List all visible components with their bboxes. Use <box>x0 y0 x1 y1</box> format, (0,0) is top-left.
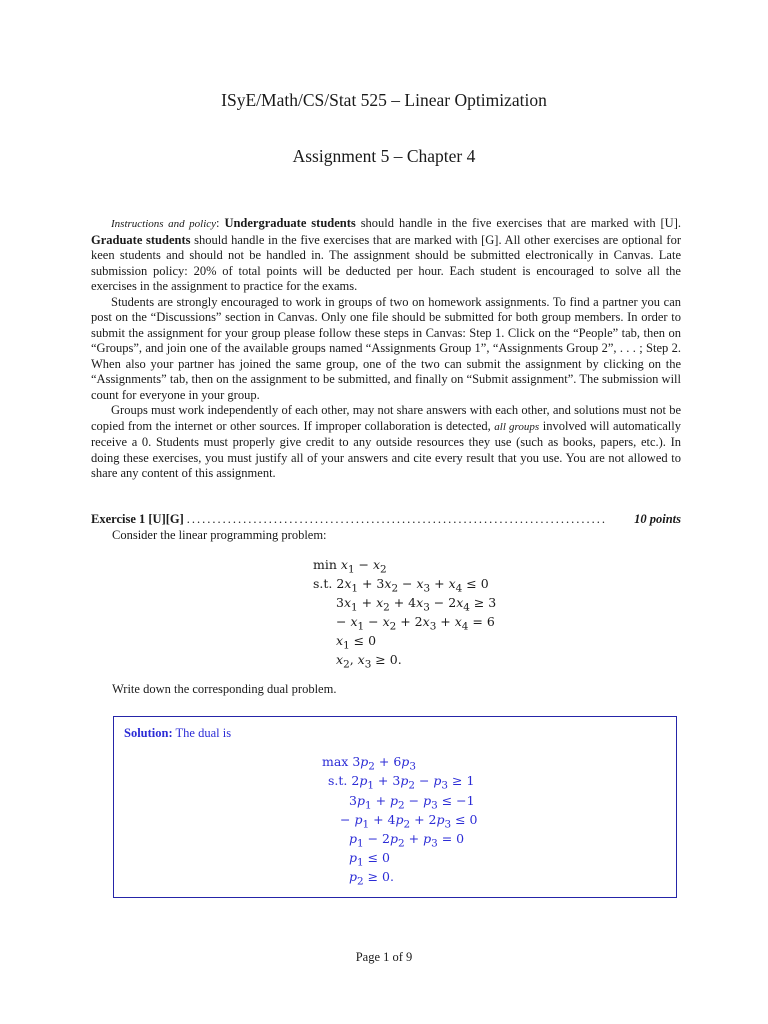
primal-constraint-4: $x_1 \le 0$ <box>336 633 377 652</box>
solution-box <box>113 716 677 898</box>
exercise-task: Write down the corresponding dual problem. <box>112 682 337 696</box>
instructions-p1-rest: should handle in the five exercises that are marked with [G]. All other exercises are optional for keen students and should not be handled in. The assignment should be submitted electronically in Canvas. Late submission policy: 20% of total points will be deducted per hour. Each student is encouraged to solve all the exercises in the assignment to practice for the exams. <box>91 232 681 293</box>
dual-constraint-2: $3p_1 + p_2 - p_3 \le -1$ <box>349 793 475 812</box>
primal-constraint-1: s.t. $2x_1 + 3x_2 - x_3 + x_4 \le 0$ <box>313 576 489 595</box>
primal-objective: $\min x_1 - x_2$ <box>313 557 387 576</box>
primal-constraint-3: − $x_1 - x_2 + 2x_3 + x_4 = 6$ <box>336 614 495 633</box>
assignment-title: Assignment 5 – Chapter 4 <box>292 146 476 166</box>
dot-leader: .................................................................................. <box>186 512 608 526</box>
dual-constraint-4: $p_1 - 2p_2 + p_3 = 0$ <box>349 831 465 850</box>
all-groups-emphasis: all groups <box>494 420 540 433</box>
instructions-p3-text: Groups must work independently of each other, may not share answers with each other, and solutions must not be copied from the internet or other sources. If improper collaboration is detected, <box>91 403 681 433</box>
undergrad-emphasis: Undergraduate students <box>224 216 356 230</box>
exercise-intro: Consider the linear programming problem: <box>112 528 327 542</box>
exercise-heading <box>91 512 681 528</box>
instructions-p3-rest: involved will automatically receive a 0. Students must properly give credit to any outside resources they use (such as books, papers, etc.). In doing these exercises, you must justify all of your answers and cite every result that you use. You are not allowed to share any content of this assignment. <box>91 418 681 480</box>
solution-label: Solution: <box>124 726 173 740</box>
instructions-block <box>91 216 681 482</box>
primal-constraint-2: $3x_1 + x_2 + 4x_3 - 2x_4 \ge 3$ <box>336 595 497 614</box>
primal-constraint-5: $x_2$, $x_3 \ge 0$. <box>336 652 402 671</box>
solution-heading <box>124 726 231 741</box>
dual-constraint-1: s.t. $2p_1 + 3p_2 - p_3 \ge 1$ <box>328 773 475 792</box>
instructions-paragraph-3 <box>91 403 681 482</box>
instructions-p1-text: should handle in the five exercises that are marked with [U]. <box>355 216 681 230</box>
dual-constraint-3: − $p_1 + 4p_2 + 2p_3 \le 0$ <box>340 812 478 831</box>
instructions-paragraph-1 <box>91 216 681 295</box>
graduate-emphasis: Graduate students <box>91 232 191 247</box>
course-title: ISyE/Math/CS/Stat 525 – Linear Optimization <box>221 90 547 110</box>
page-number: Page 1 of 9 <box>355 950 413 964</box>
dual-constraint-5: $p_1 \le 0$ <box>349 850 391 869</box>
dual-constraint-6: $p_2 \ge 0$. <box>349 869 394 888</box>
instructions-paragraph-2: Students are strongly encouraged to work in groups of two on homework assignments. To find a partner you can post on the “Discussions” section in Canvas. Only one file should be submitted for both group members. In order to submit the assignment for your group please follow these steps in Canvas: Step 1. Click on the “People” tab, then on “Groups”, and join one of the available groups named “Assignments Group 1”, “Assignments Group 2”, . . . ; Step 2. When also your partner has joined the same group, one of the two can submit the assignment by clicking on the “Assignments” tab, then on the assignment to be submitted, and finally on “Submit assignment”. The submission will count for everyone in your group. <box>91 294 681 402</box>
dual-objective: $\max 3p_2 + 6p_3$ <box>322 754 416 773</box>
solution-intro: The dual is <box>175 726 232 740</box>
exercise-title: Exercise 1 [U][G] <box>91 512 184 526</box>
exercise-points: 10 points <box>634 512 681 526</box>
instructions-colon: : <box>216 216 225 230</box>
instructions-label: Instructions and policy <box>111 218 217 230</box>
